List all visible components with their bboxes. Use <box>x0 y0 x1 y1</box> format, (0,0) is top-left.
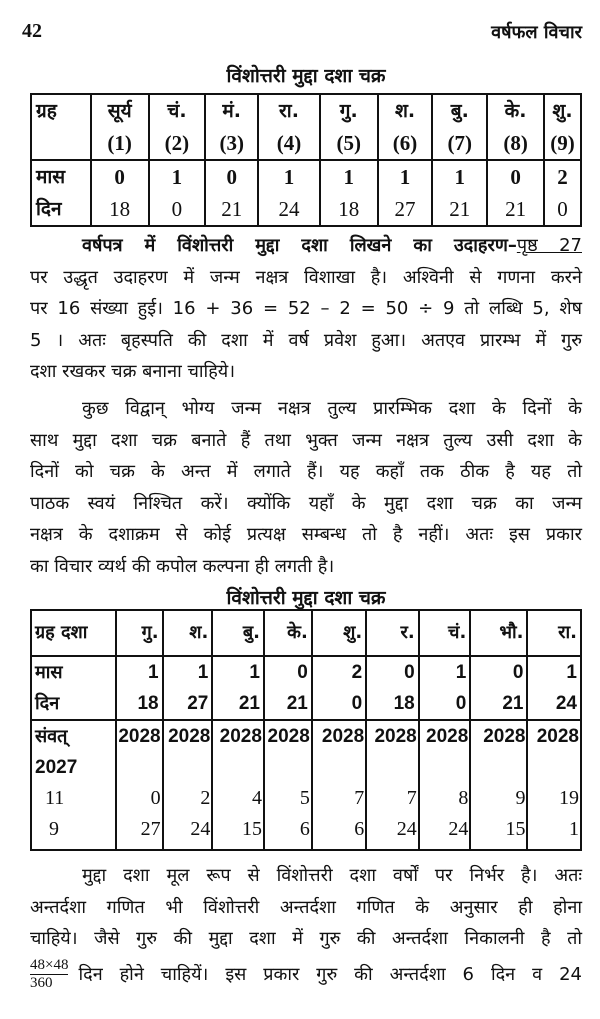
end-month: 19 <box>559 787 579 809</box>
page-number: 42 <box>22 20 42 42</box>
text-line: पर उद्धृत उदाहरण में जन्म नक्षत्र विशाखा है। अश्विनी से गणना करने <box>30 266 582 288</box>
duration-cell <box>312 656 366 720</box>
text-line: 5 । अतः बृहस्पति की दशा में वर्ष प्रवेश हुआ। अतएव प्रारम्भ में गुरु <box>30 329 582 351</box>
duration-cell <box>149 160 206 226</box>
paragraph-2 <box>30 393 582 582</box>
table2-mudda-dasha-chakra <box>30 609 582 851</box>
end-date-cell <box>312 720 366 850</box>
end-year: 2028 <box>168 726 211 747</box>
day-value: 0 <box>351 693 363 714</box>
end-year: 2028 <box>426 726 469 747</box>
end-day: 6 <box>354 818 365 840</box>
planet-header-cell <box>527 610 581 656</box>
table2-title: विंशोत्तरी मुद्दा दशा चक्र <box>226 587 386 609</box>
planet-name: गु. <box>141 622 159 643</box>
planet-name: बु. <box>242 622 260 643</box>
table1-mudda-dasha <box>30 93 582 227</box>
table2-duration-row <box>31 656 581 720</box>
table1-data-row <box>31 160 581 226</box>
planet-header-cell <box>419 610 471 656</box>
planet-name: सूर्य <box>107 100 132 122</box>
duration-cell <box>470 656 527 720</box>
start-month: 11 <box>45 787 65 809</box>
text-line: पाठक स्वयं निश्चित करें। क्योंकि यहाँ के मुद्दा दशा चक्र का जन्म <box>30 492 582 514</box>
day-value: 27 <box>187 693 209 714</box>
end-month: 2 <box>200 787 211 809</box>
planet-name: शु. <box>343 622 363 643</box>
end-month: 8 <box>458 787 469 809</box>
planet-name: श. <box>394 100 416 122</box>
planet-name: र. <box>400 622 415 643</box>
month-value: 2 <box>557 165 568 189</box>
planet-index: (3) <box>219 131 244 155</box>
row-label-month-day <box>31 656 116 720</box>
start-date-cell <box>31 720 116 850</box>
end-day: 24 <box>190 818 211 840</box>
day-value: 0 <box>171 197 183 221</box>
fraction-denominator: 360 <box>30 975 53 991</box>
planet-name: चं. <box>167 100 187 122</box>
planet-index: (4) <box>276 131 302 155</box>
month-label: मास <box>36 166 66 188</box>
text-line: दिन होने चाहियें। इस प्रकार गुरु की अन्तर्दशा 6 दिन व 24 <box>78 963 582 985</box>
day-value: 21 <box>238 693 260 714</box>
row-label-planet-dasha: ग्रह दशा <box>31 610 116 656</box>
end-day: 15 <box>505 818 526 840</box>
end-day: 24 <box>396 818 417 840</box>
planet-index: (5) <box>336 131 361 155</box>
end-day: 6 <box>299 818 310 840</box>
day-value: 21 <box>449 197 471 221</box>
text-line: कुछ विद्वान् भोग्य जन्म नक्षत्र तुल्य प्रारम्भिक दशा के दिनों के <box>82 398 582 419</box>
month-value: 1 <box>148 662 159 683</box>
planet-name: शु. <box>552 100 573 122</box>
planet-name: रा. <box>279 100 299 122</box>
end-month: 5 <box>299 787 310 809</box>
duration-cell <box>258 160 320 226</box>
day-value: 18 <box>393 693 415 714</box>
end-date-cell <box>212 720 264 850</box>
text-line: साथ मुद्दा दशा चक्र बनाते हैं तथा भुक्त जन्म नक्षत्र तुल्य उसी दशा के <box>30 429 582 451</box>
day-value: 21 <box>221 197 243 221</box>
end-year: 2028 <box>483 726 526 747</box>
planet-name: मं. <box>222 100 242 122</box>
duration-cell <box>116 656 162 720</box>
planet-index: (2) <box>164 131 190 155</box>
text-line: का विचार व्यर्थ की कपोल कल्पना ही लगती है। <box>30 555 335 577</box>
month-value: 1 <box>197 662 209 683</box>
planet-header-cell <box>163 610 213 656</box>
month-value: 2 <box>351 662 363 683</box>
planet-name: गु. <box>339 100 358 122</box>
start-year: 2027 <box>35 757 78 778</box>
month-value: 1 <box>566 662 577 683</box>
duration-cell <box>419 656 471 720</box>
planet-index: (8) <box>503 131 528 155</box>
day-label: दिन <box>35 693 60 714</box>
planet-index: (9) <box>550 131 575 155</box>
end-year: 2028 <box>118 726 161 747</box>
samvat-label: संवत् <box>35 726 68 747</box>
planet-index: (7) <box>447 131 473 155</box>
month-value: 1 <box>283 165 295 189</box>
planet-index: (1) <box>107 131 132 155</box>
month-value: 1 <box>171 165 183 189</box>
fraction <box>30 957 68 992</box>
planet-header-cell <box>320 94 378 160</box>
end-month: 0 <box>150 787 161 809</box>
end-date-cell <box>419 720 471 850</box>
duration-cell <box>378 160 433 226</box>
day-value: 0 <box>455 693 467 714</box>
duration-cell <box>544 160 581 226</box>
duration-cell <box>527 656 581 720</box>
table2-samvat-row <box>31 720 581 850</box>
end-day: 1 <box>569 818 579 840</box>
table1-title: विंशोत्तरी मुद्दा दशा चक्र <box>226 65 386 87</box>
day-value: 18 <box>338 197 360 221</box>
planet-header-cell <box>544 94 581 160</box>
planet-name: श. <box>189 622 209 643</box>
end-date-cell <box>366 720 419 850</box>
end-date-cell <box>116 720 162 850</box>
planet-index: (6) <box>392 131 418 155</box>
running-head: वर्षफल विचार <box>491 22 582 43</box>
day-value: 0 <box>557 197 568 221</box>
text-line: पर 16 संख्या हुई। 16 + 36 = 52 – 2 = 50 ÷ 9 तो लब्धि 5, शेष <box>30 298 582 319</box>
day-value: 21 <box>502 693 524 714</box>
end-year: 2028 <box>374 726 417 747</box>
paragraph-1 <box>30 230 582 388</box>
end-month: 7 <box>354 787 365 809</box>
planet-header-cell <box>91 94 149 160</box>
month-value: 0 <box>226 165 237 189</box>
text-line-with-fraction <box>30 955 582 995</box>
planet-name: के. <box>287 622 308 643</box>
text-line: चाहिये। जैसे गुरु की मुद्दा दशा में गुरु की अन्तर्दशा निकालनी है तो <box>30 928 582 949</box>
month-value: 1 <box>343 165 354 189</box>
day-value: 21 <box>505 197 527 221</box>
day-label: दिन <box>36 198 62 220</box>
month-value: 0 <box>404 662 415 683</box>
page-reference: पृष्ठ 27 <box>516 235 582 256</box>
day-value: 18 <box>137 693 159 714</box>
end-year: 2028 <box>321 726 365 747</box>
end-date-cell <box>163 720 213 850</box>
text-line: दिनों को चक्र के अन्त में लगाते हैं। यह कहाँ तक ठीक है यह तो <box>30 461 582 482</box>
duration-cell <box>163 656 213 720</box>
month-value: 1 <box>455 662 467 683</box>
planet-header-cell <box>264 610 312 656</box>
end-date-cell <box>264 720 312 850</box>
end-year: 2028 <box>536 726 579 747</box>
row-label-planet: ग्रह <box>31 94 91 160</box>
planet-name: चं. <box>448 622 467 643</box>
duration-cell <box>91 160 149 226</box>
planet-header-cell <box>212 610 264 656</box>
table2-header-row <box>31 610 581 656</box>
planet-header-cell <box>149 94 206 160</box>
planet-name: बु. <box>450 100 469 122</box>
text-line: मुद्दा दशा मूल रूप से विंशोत्तरी दशा वर्षों पर निर्भर है। अतः <box>82 865 582 886</box>
end-month: 7 <box>406 787 417 809</box>
duration-cell <box>366 656 419 720</box>
end-date-cell <box>527 720 581 850</box>
planet-header-cell <box>487 94 544 160</box>
end-day: 24 <box>448 818 469 840</box>
planet-header-cell <box>366 610 419 656</box>
end-year: 2028 <box>267 726 310 747</box>
table1-header-row <box>31 94 581 160</box>
duration-cell <box>205 160 258 226</box>
planet-header-cell <box>378 94 433 160</box>
end-date-cell <box>470 720 527 850</box>
month-value: 1 <box>454 165 466 189</box>
month-value: 1 <box>249 662 260 683</box>
fraction-numerator: 48×48 <box>30 957 69 973</box>
planet-header-cell <box>258 94 320 160</box>
row-label-month-day <box>31 160 91 226</box>
end-day: 15 <box>241 818 262 840</box>
month-value: 0 <box>297 662 308 683</box>
text-line: अन्तर्दशा गणित भी विंशोत्तरी अन्तर्दशा गणित के अनुसार ही होना <box>30 896 582 918</box>
paragraph-3 <box>30 860 582 995</box>
planet-header-cell <box>205 94 258 160</box>
month-value: 0 <box>114 165 125 189</box>
end-day: 27 <box>140 818 161 840</box>
planet-header-cell <box>312 610 366 656</box>
text-line: नक्षत्र के दशाक्रम से कोई प्रत्यक्ष सम्बन्ध तो है नहीं। अतः इस प्रकार <box>30 524 582 545</box>
month-value: 1 <box>399 165 411 189</box>
planet-name: रा. <box>558 622 577 643</box>
day-value: 24 <box>555 693 577 714</box>
end-month: 4 <box>251 787 262 809</box>
planet-header-cell <box>470 610 527 656</box>
duration-cell <box>264 656 312 720</box>
duration-cell <box>432 160 487 226</box>
planet-header-cell <box>116 610 162 656</box>
planet-name: के. <box>504 100 527 122</box>
day-value: 27 <box>394 197 416 221</box>
day-value: 18 <box>109 197 131 221</box>
month-label: मास <box>35 662 63 683</box>
duration-cell <box>320 160 378 226</box>
text-line: दशा रखकर चक्र बनाना चाहिये। <box>30 361 236 382</box>
duration-cell <box>487 160 544 226</box>
duration-cell <box>212 656 264 720</box>
start-day: 9 <box>49 818 59 840</box>
example-heading: वर्षपत्र में विंशोत्तरी मुद्दा दशा लिखने का उदाहरण– <box>82 235 517 256</box>
day-value: 21 <box>286 693 308 714</box>
month-value: 0 <box>512 662 524 683</box>
end-month: 9 <box>515 787 526 809</box>
planet-name: भौ. <box>499 622 524 643</box>
day-value: 24 <box>278 197 300 221</box>
planet-header-cell <box>432 94 487 160</box>
month-value: 0 <box>510 165 521 189</box>
end-year: 2028 <box>219 726 262 747</box>
